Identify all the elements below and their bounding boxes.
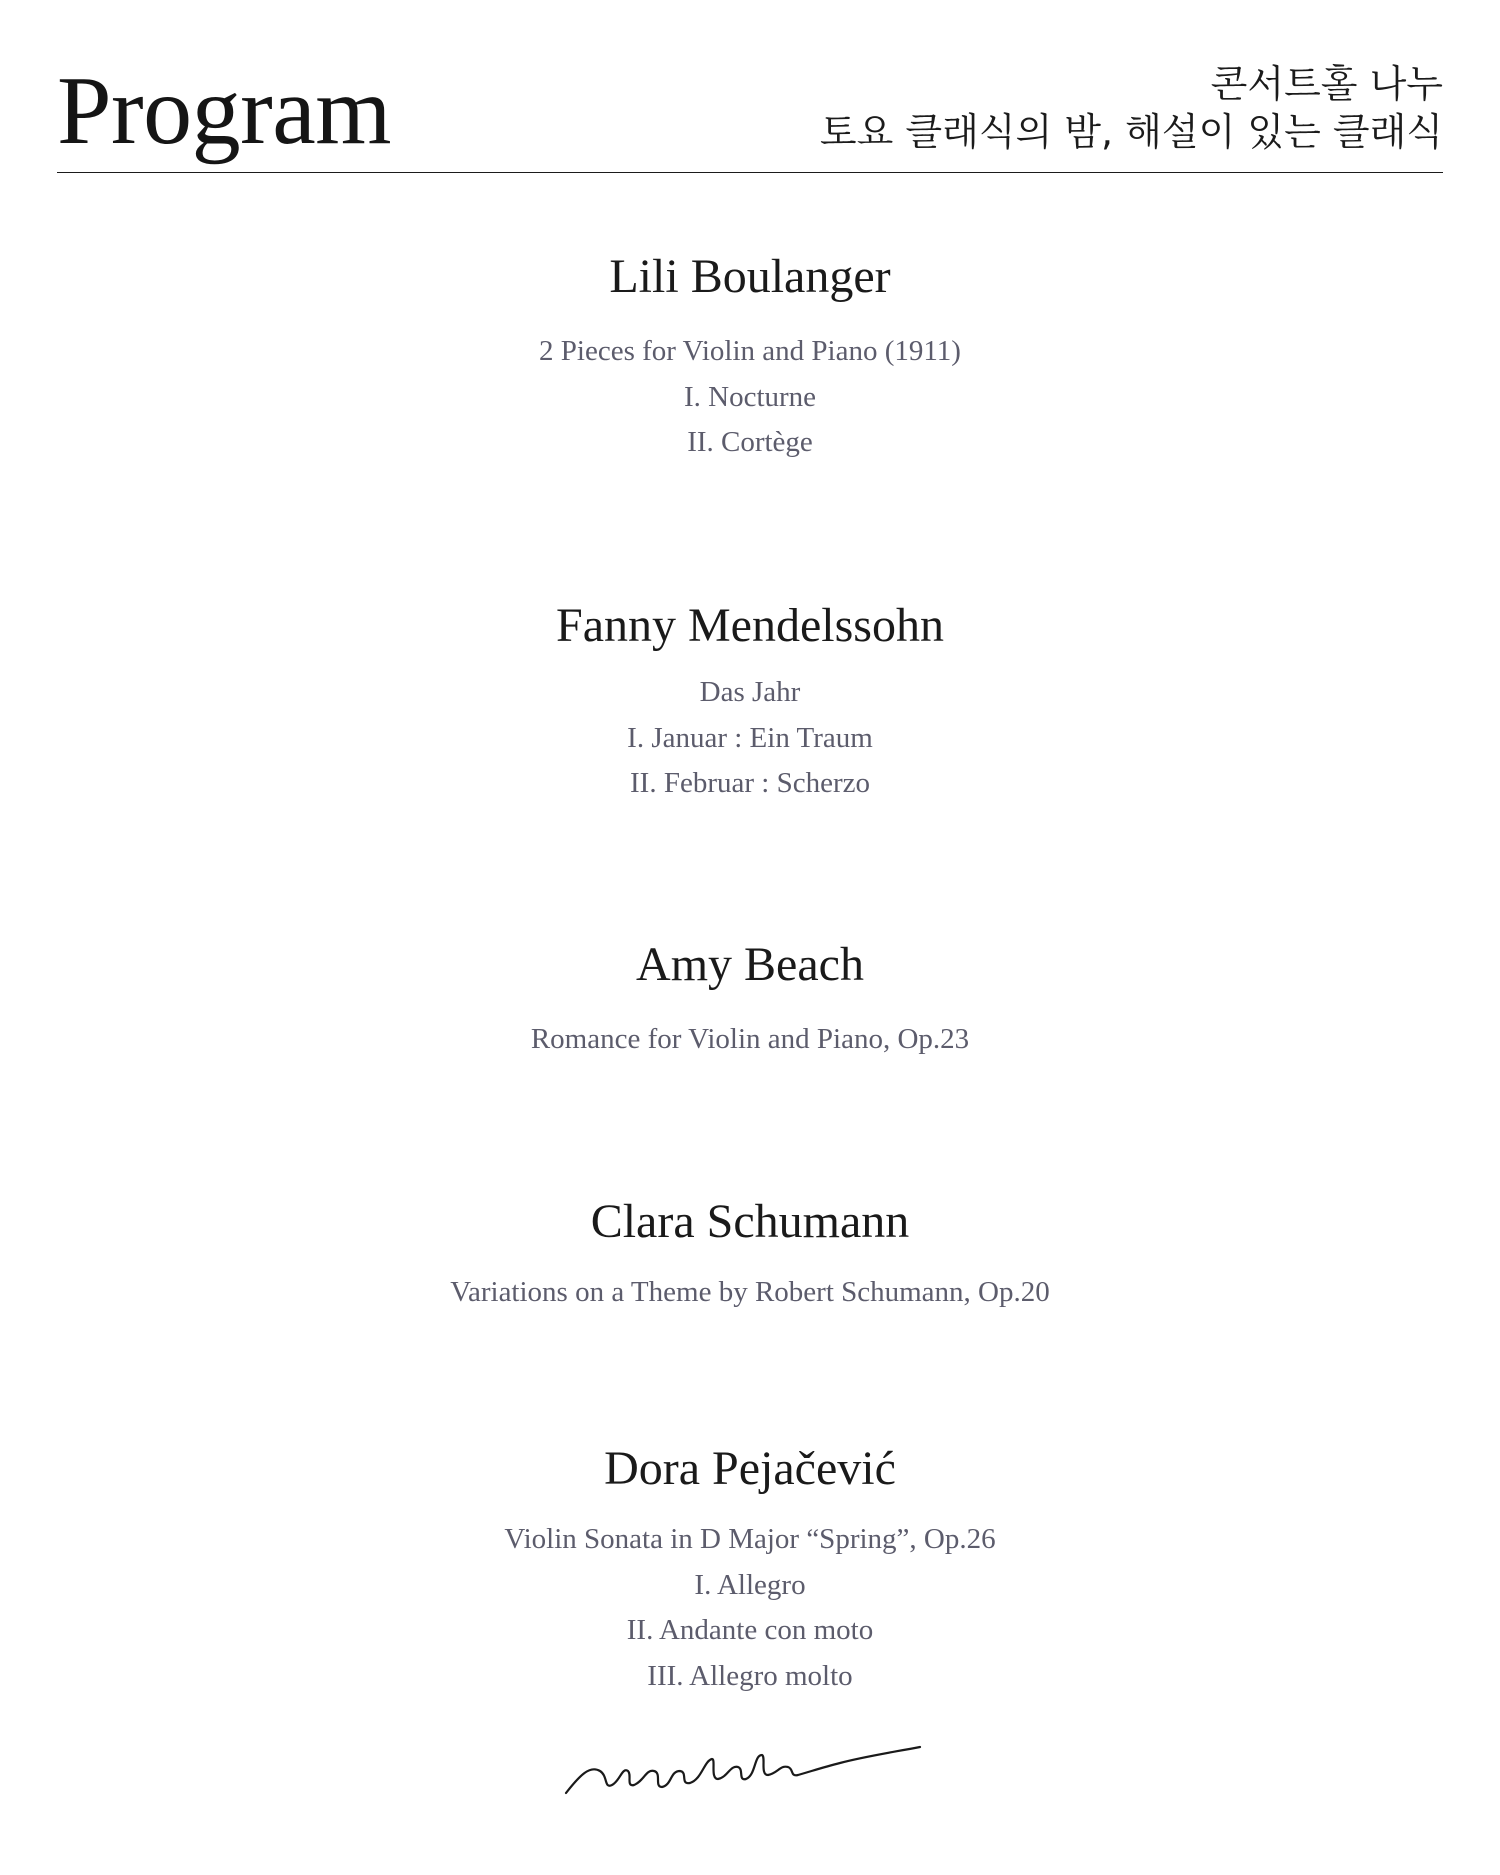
composer-name: Dora Pejačević [604, 1442, 896, 1495]
work-title: Romance for Violin and Piano, Op.23 [530, 1023, 970, 1055]
work-list [0, 1517, 1500, 1699]
composer-name: Clara Schumann [590, 1195, 910, 1248]
venue-name: 콘서트홀 나누 [1210, 62, 1443, 106]
concert-series-title: 토요 클래식의 밤, 해설이 있는 클래식 [819, 110, 1443, 154]
movement: III. Allegro molto [647, 1659, 853, 1692]
program-header [57, 0, 1443, 173]
work-title: 2 Pieces for Violin and Piano (1911) [539, 335, 961, 367]
movement: II. Februar : Scherzo [630, 767, 870, 799]
work-list [0, 1017, 1500, 1063]
composer-section-boulanger [0, 249, 1500, 466]
work-list [0, 1270, 1500, 1316]
composer-name: Lili Boulanger [609, 250, 891, 303]
composer-section-pejacevic [0, 1441, 1500, 1699]
work-title: Violin Sonata in D Major “Spring”, Op.26 [504, 1523, 996, 1555]
work-title: Variations on a Theme by Robert Schumann, Op.20 [450, 1276, 1050, 1308]
composer-name: Amy Beach [636, 938, 864, 991]
movement: II. Cortège [687, 426, 813, 458]
movement: II. Andante con moto [626, 1614, 874, 1646]
movement: I. Allegro [694, 1568, 806, 1601]
composer-name: Fanny Mendelssohn [556, 599, 944, 652]
work-title: Das Jahr [699, 676, 801, 708]
work-list [0, 329, 1500, 466]
page-title: Program [57, 57, 391, 165]
signature-icon [562, 1745, 942, 1805]
concert-info [820, 60, 1443, 156]
work-list [0, 670, 1500, 807]
movement: I. Nocturne [683, 380, 817, 413]
composer-section-mendelssohn [0, 598, 1500, 807]
composer-section-beach [0, 937, 1500, 1063]
composer-section-schumann [0, 1194, 1500, 1316]
movement: I. Januar : Ein Traum [627, 721, 873, 754]
